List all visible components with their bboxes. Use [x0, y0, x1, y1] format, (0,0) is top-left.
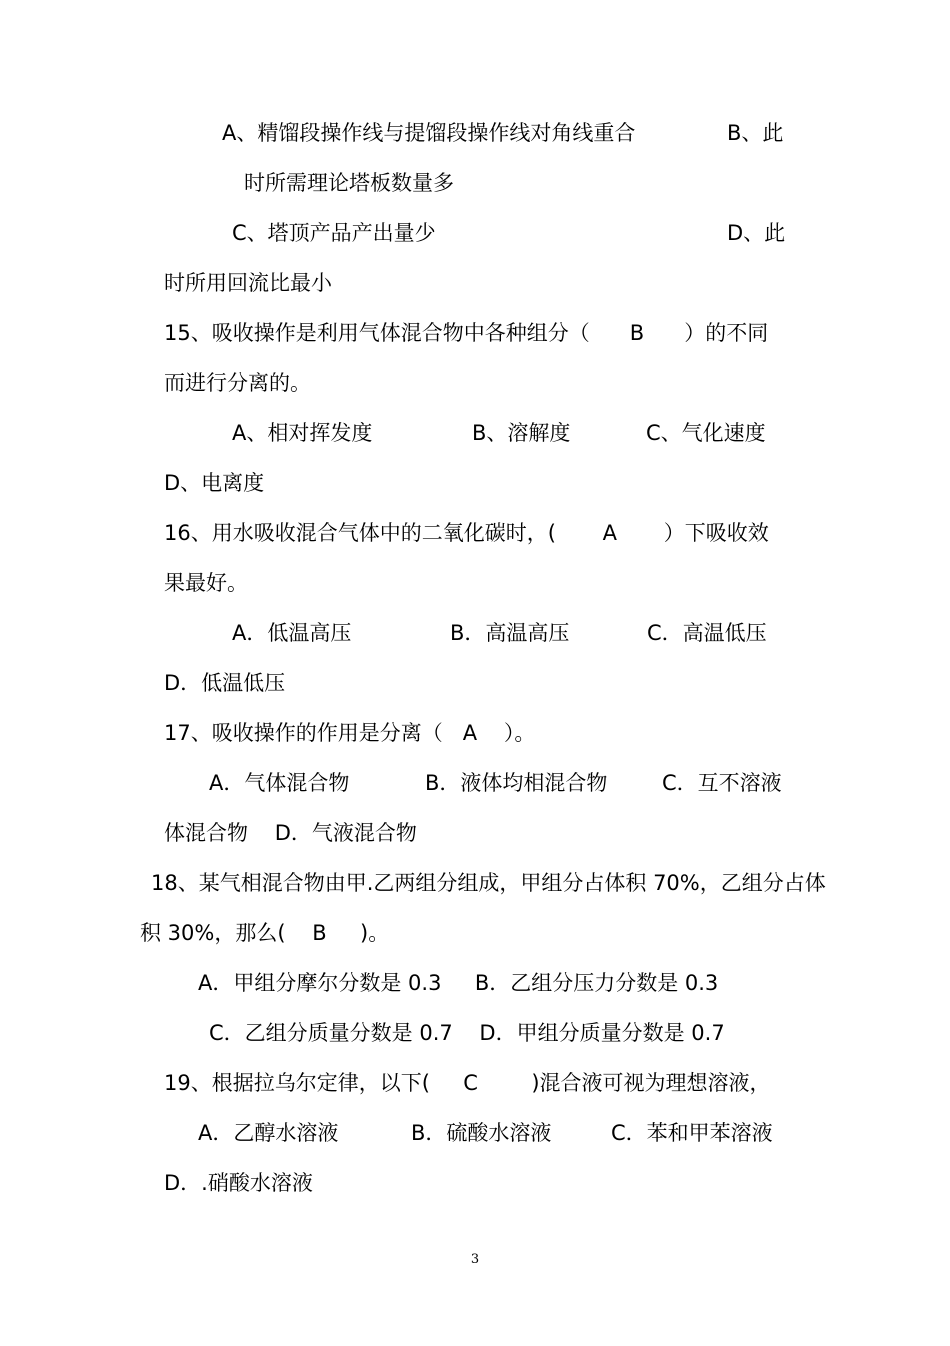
- q18-options-ab: A．甲组分摩尔分数是 0.3 B．乙组分压力分数是 0.3: [198, 971, 719, 995]
- question-16-continuation: 果最好。: [164, 571, 248, 595]
- q15-option-a: A、相对挥发度: [232, 421, 373, 445]
- option-c-line: C、塔顶产品产出量少: [232, 221, 436, 245]
- option-a-line: A、精馏段操作线与提馏段操作线对角线重合: [222, 121, 636, 145]
- q15-option-d: D、电离度: [164, 471, 265, 495]
- q16-option-a: A．低温高压: [232, 621, 352, 645]
- option-b-start: B、此: [727, 121, 784, 145]
- q19-option-a: A．乙醇水溶液: [198, 1121, 339, 1145]
- q15-option-c: C、气化速度: [646, 421, 766, 445]
- page-number: 3: [470, 1252, 480, 1267]
- option-b-continuation: 时所需理论塔板数量多: [244, 171, 454, 195]
- q19-option-d: D．.硝酸水溶液: [164, 1171, 313, 1195]
- option-d-start: D、此: [727, 221, 786, 245]
- q17-option-c: C．互不溶液: [662, 771, 782, 795]
- q19-option-b: B．硫酸水溶液: [411, 1121, 552, 1145]
- option-d-continuation: 时所用回流比最小: [164, 271, 332, 295]
- question-16: 16、用水吸收混合气体中的二氧化碳时，( A ）下吸收效: [164, 521, 769, 545]
- q17-option-b: B．液体均相混合物: [425, 771, 608, 795]
- question-15: 15、吸收操作是利用气体混合物中各种组分（ B ）的不同: [164, 321, 769, 345]
- q16-option-d: D．低温低压: [164, 671, 286, 695]
- question-19: 19、根据拉乌尔定律，以下( C )混合液可视为理想溶液，: [164, 1071, 771, 1095]
- q17-option-a: A．气体混合物: [209, 771, 350, 795]
- question-18: 18、某气相混合物由甲.乙两组分组成，甲组分占体积 70%，乙组分占体: [151, 871, 826, 895]
- q15-option-b: B、溶解度: [472, 421, 571, 445]
- q16-option-b: B．高温高压: [450, 621, 570, 645]
- question-15-continuation: 而进行分离的。: [164, 371, 311, 395]
- q17-option-continuation: 体混合物 D．气液混合物: [164, 821, 417, 845]
- q19-option-c: C．苯和甲苯溶液: [611, 1121, 773, 1145]
- question-18-continuation: 积 30%，那么( B )。: [140, 921, 390, 945]
- q18-options-cd: C．乙组分质量分数是 0.7 D．甲组分质量分数是 0.7: [209, 1021, 725, 1045]
- question-17: 17、吸收操作的作用是分离（ A ）。: [164, 721, 536, 745]
- q16-option-c: C．高温低压: [647, 621, 767, 645]
